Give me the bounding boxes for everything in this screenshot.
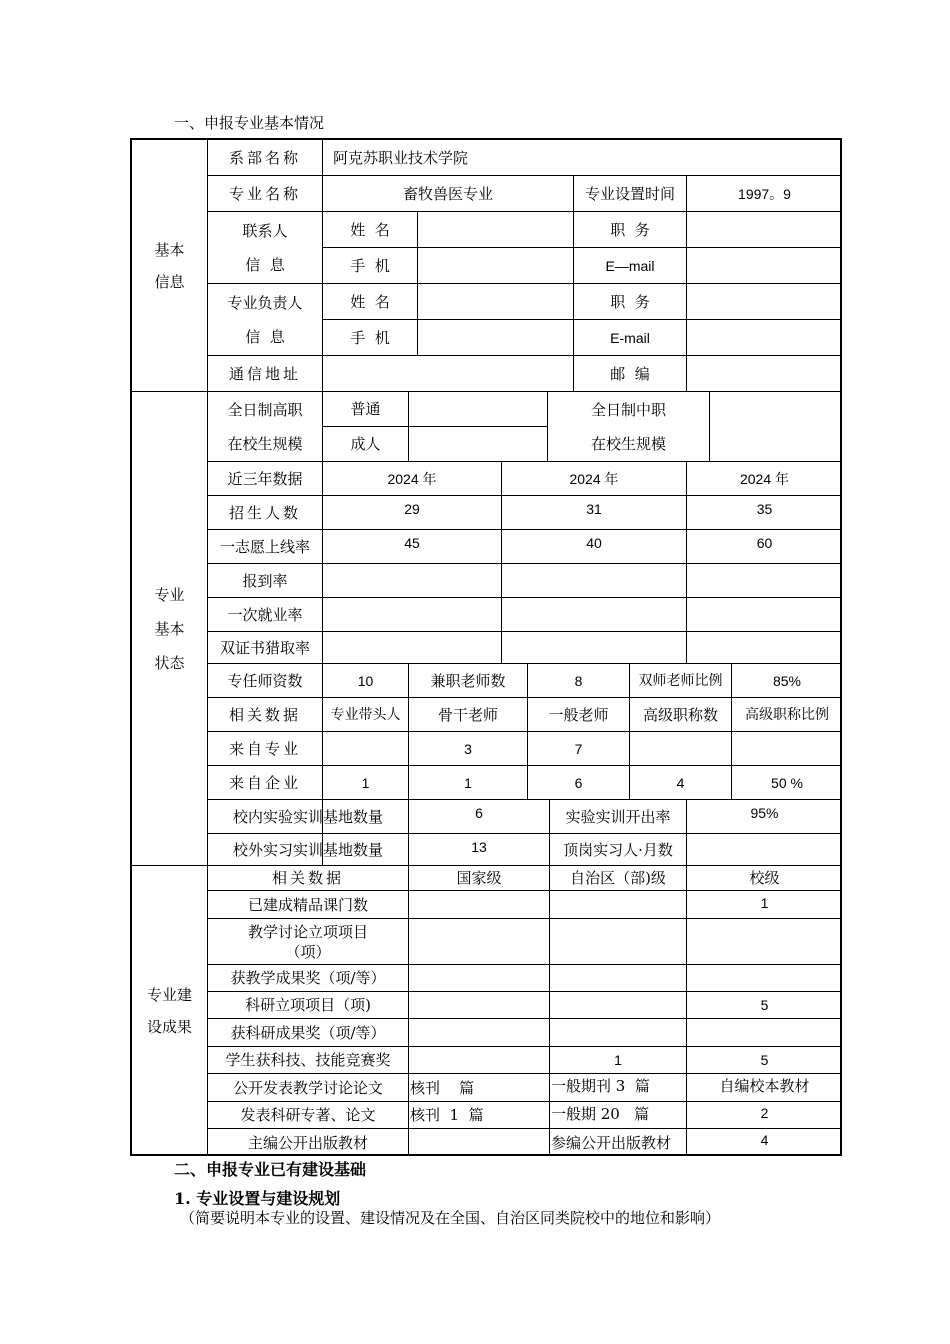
section-2-title: 二、申报专业已有建设基础 (174, 1160, 367, 1179)
years-label: 近三年数据 (227, 469, 303, 488)
lead-teacher-label: 专业带头人 (330, 706, 401, 723)
teaching-paper-region: 一般期刊 3 篇 (551, 1077, 650, 1095)
from-major-label: 来自专业 (228, 739, 301, 758)
from-major-general: 7 (574, 740, 583, 757)
backbone-teacher-label: 骨干老师 (437, 705, 498, 724)
enroll-label: 招生人数 (228, 503, 301, 522)
co-editor-textbook-school: 4 (760, 1132, 769, 1148)
year-2: 2024 年 (569, 470, 619, 487)
chief-editor-textbook-label: 主编公开出版教材 (247, 1133, 368, 1152)
head-mobile-label: 手 机 (350, 328, 390, 347)
enroll-year-2: 31 (586, 501, 602, 517)
first-choice-year-2: 40 (586, 535, 602, 551)
contact-email-value (687, 248, 842, 283)
external-base-label: 校外实习实训基地数量 (232, 840, 383, 859)
from-enterprise-label: 来自企业 (228, 773, 301, 792)
postcode-value (687, 356, 842, 391)
section-1-title: 一、申报专业基本情况 (174, 114, 325, 132)
teaching-award-label: 获教学成果奖（项/等） (230, 969, 386, 987)
subsection-note: （简要说明本专业的设置、建设情况及在全国、自治区同类院校中的地位和影响） (180, 1209, 721, 1227)
intern-label: 顶岗实习人·月数 (563, 840, 673, 859)
year-3: 2024 年 (739, 470, 790, 487)
dual-ratio-value: 85% (772, 672, 802, 689)
first-choice-year-3: 60 (756, 535, 773, 551)
fulltime-teachers-label: 专任师资数 (227, 671, 303, 690)
from-major-lead (323, 732, 408, 765)
enroll-year-3: 35 (756, 501, 773, 517)
cert-rate-label: 双证书猎取率 (219, 638, 310, 657)
from-major-backbone: 3 (464, 740, 472, 757)
teaching-paper-national: 核刊 篇 (410, 1078, 475, 1097)
fulltime-high-label: 全日制高职 在校生规模 (227, 400, 303, 453)
application-form-table (130, 138, 842, 1156)
status-group-label: 专业 基本 状态 (154, 585, 185, 672)
internal-base-label: 校内实验实训基地数量 (232, 807, 383, 826)
general-teacher-label: 一般老师 (548, 705, 609, 724)
student-award-region: 1 (614, 1052, 622, 1068)
head-name-value (418, 284, 573, 319)
employment-rate-label: 一次就业率 (227, 605, 303, 624)
contact-info-label: 联系人 信 息 (242, 221, 288, 274)
head-position-label: 职 务 (610, 292, 650, 311)
practice-rate-value: 95% (750, 805, 779, 821)
research-project-label: 科研立项项目（项) (245, 996, 371, 1014)
research-project-school: 5 (760, 997, 769, 1013)
contact-position-label: 职 务 (610, 220, 650, 239)
adult-label: 成人 (350, 435, 381, 453)
fulltime-teachers-value: 10 (357, 672, 374, 689)
head-name-label: 姓 名 (350, 292, 390, 311)
teaching-research-label: 教学讨论立项项目 （项） (247, 922, 368, 961)
research-paper-school: 2 (760, 1105, 769, 1121)
related-data-label: 相关数据 (228, 705, 301, 724)
senior-ratio-label: 高级职称比例 (745, 706, 829, 723)
from-enterprise-backbone: 1 (464, 774, 472, 791)
teaching-paper-label: 公开发表教学讨论论文 (232, 1078, 383, 1097)
external-base-value: 13 (471, 839, 487, 855)
head-mobile-value (418, 320, 573, 355)
contact-mobile-label: 手 机 (350, 256, 390, 275)
student-award-school: 5 (760, 1052, 769, 1068)
research-paper-label: 发表科研专著、论文 (240, 1106, 376, 1124)
from-major-senior-count (630, 732, 731, 765)
first-choice-year-1: 45 (404, 535, 420, 551)
quality-course-label: 已建成精品课门数 (247, 895, 368, 914)
head-email-value (687, 320, 842, 355)
head-info-label: 专业负责人 信 息 (227, 293, 303, 346)
enroll-year-1: 29 (404, 501, 420, 517)
postcode-label: 邮 编 (610, 364, 650, 383)
contact-email-label: E—mail (605, 257, 655, 274)
from-enterprise-senior-ratio: 50 % (771, 774, 803, 791)
internal-base-value: 6 (475, 805, 483, 821)
col-school: 校级 (749, 869, 780, 887)
setup-time-value: 1997。9 (738, 185, 791, 202)
quality-course-school: 1 (760, 895, 769, 911)
col-region: 自治区（部)级 (570, 869, 666, 887)
subsection-title: 1. 专业设置与建设规划 (174, 1189, 341, 1208)
dept-label: 系部名称 (228, 148, 301, 167)
senior-count-label: 高级职称数 (642, 705, 718, 724)
from-enterprise-lead: 1 (361, 774, 370, 791)
parttime-teachers-label: 兼职老师数 (430, 671, 506, 690)
contact-name-value (418, 212, 573, 247)
address-value (323, 356, 573, 391)
first-choice-label: 一志愿上线率 (219, 537, 310, 556)
teaching-paper-school: 自编校本教材 (719, 1077, 810, 1095)
head-position-value (687, 284, 842, 319)
results-group-label: 专业建 设成果 (146, 986, 192, 1036)
dual-ratio-label: 双师老师比例 (638, 672, 723, 689)
major-value: 畜牧兽医专业 (402, 184, 493, 203)
basic-info-group-label: 基本 信息 (154, 240, 185, 291)
practice-rate-label: 实验实训开出率 (565, 807, 671, 826)
grid-line (709, 391, 710, 461)
research-award-label: 获科研成果奖（项/等） (230, 1023, 386, 1042)
parttime-teachers-value: 8 (574, 672, 583, 689)
co-editor-textbook-label: 参编公开出版教材 (551, 1133, 672, 1152)
from-enterprise-general: 6 (574, 774, 583, 791)
student-award-label: 学生获科技、技能竞赛奖 (225, 1051, 391, 1069)
from-major-senior-ratio (732, 732, 842, 765)
contact-name-label: 姓 名 (350, 220, 390, 239)
dept-value: 阿克苏职业技术学院 (333, 148, 469, 167)
major-label: 专业名称 (228, 184, 301, 203)
research-paper-region: 一般期 20 篇 (551, 1105, 650, 1123)
col-national: 国家级 (456, 869, 502, 887)
report-rate-label: 报到率 (242, 571, 288, 590)
results-header-label: 相关数据 (271, 869, 344, 887)
contact-position-value (687, 212, 842, 247)
year-1: 2024 年 (387, 470, 437, 487)
fulltime-mid-label: 全日制中职 在校生规模 (590, 400, 666, 453)
contact-mobile-value (418, 248, 573, 283)
from-enterprise-senior-count: 4 (676, 774, 685, 791)
regular-label: 普通 (350, 400, 381, 418)
research-paper-national: 核刊 1 篇 (410, 1106, 484, 1124)
address-label: 通信地址 (228, 364, 301, 383)
setup-time-label: 专业设置时间 (584, 184, 675, 203)
head-email-label: E-mail (610, 329, 650, 346)
